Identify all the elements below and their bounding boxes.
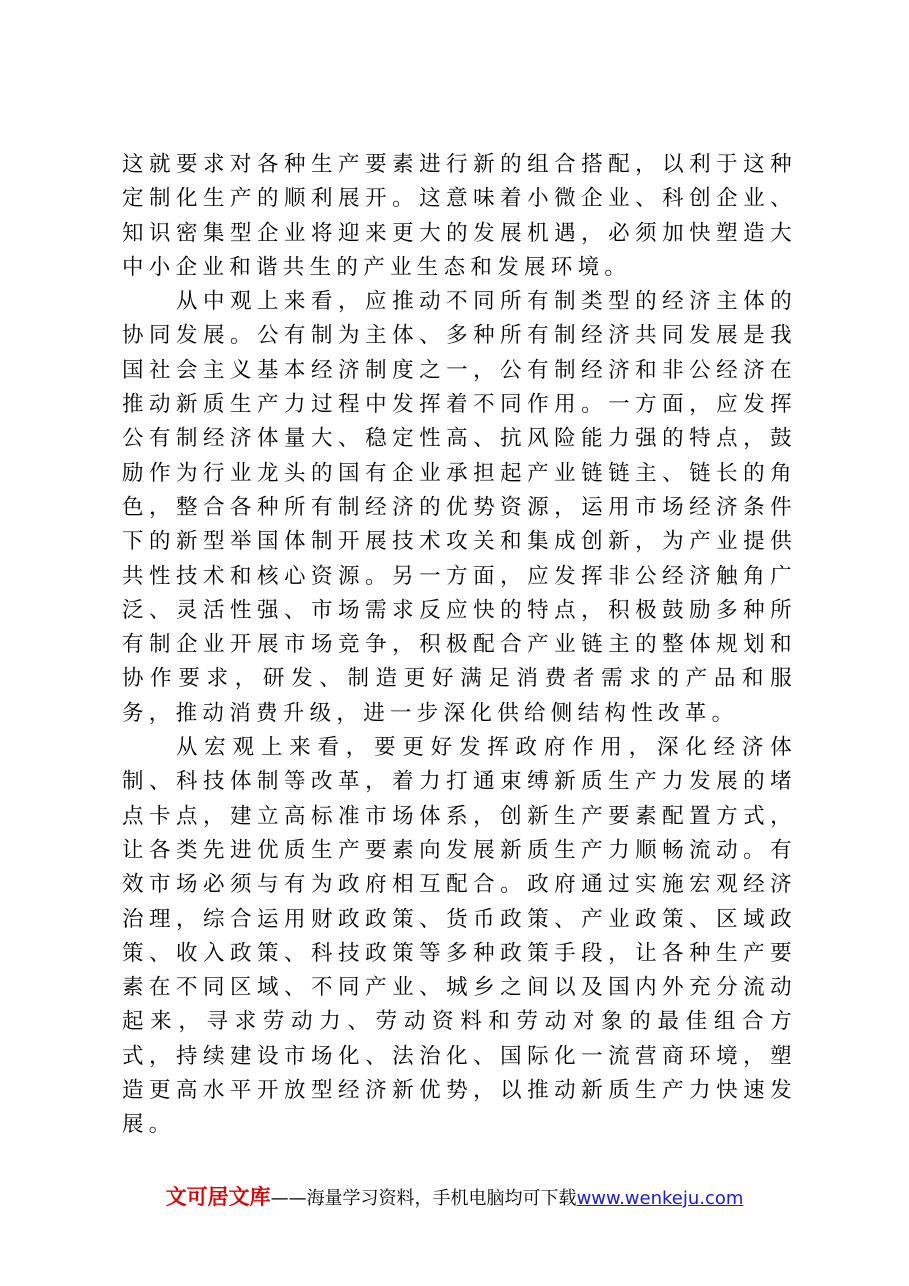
paragraph-meso-perspective: 从中观上来看，应推动不同所有制类型的经济主体的协同发展。公有制为主体、多种所有制经济共同发展是我国社会主义基本经济制度之一，公有制经济和非公经济在推动新质生产力过程中发挥着不同作用。一方面，应发挥公有制经济体量大、稳定性高、抗风险能力强的特点，鼓励作为行业龙头的国有企业承担起产业链链主、链长的角色，整合各种所有制经济的优势资源，运用市场经济条件下的新型举国体制开展技术攻关和集成创新，为产业提供共性技术和核心资源。另一方面，应发挥非公经济触角广泛、灵活性强、市场需求反应快的特点，积极鼓励多种所有制企业开展市场竞争，积极配合产业链主的整体规划和协作要求，研发、制造更好满足消费者需求的产品和服务，推动消费升级，进一步深化供给侧结构性改革。 — [122, 289, 797, 726]
page-footer — [0, 1183, 909, 1213]
footer-tagline: ——海量学习资料，手机电脑均可下载 — [270, 1188, 577, 1209]
footer-site-link[interactable]: www.wenkeju.com — [576, 1188, 744, 1209]
paragraph-macro-perspective: 从宏观上来看，要更好发挥政府作用，深化经济体制、科技体制等改革，着力打通束缚新质生产力发展的堵点卡点，建立高标准市场体系，创新生产要素配置方式，让各类先进优质生产要素向发展新质生产力顺畅流动。有效市场必须与有为政府相互配合。政府通过实施宏观经济治理，综合运用财政政策、货币政策、产业政策、区域政策、收入政策、科技政策等多种政策手段，让各种生产要素在不同区域、不同产业、城乡之间以及国内外充分流动起来，寻求劳动力、劳动资料和劳动对象的最佳组合方式，持续建设市场化、法治化、国际化一流营商环境，塑造更高水平开放型经济新优势，以推动新质生产力快速发展。 — [122, 735, 797, 1138]
paragraph-continuation: 这就要求对各种生产要素进行新的组合搭配，以利于这种定制化生产的顺利展开。这意味着小微企业、科创企业、知识密集型企业将迎来更大的发展机遇，必须加快塑造大中小企业和谐共生的产业生态和发展环境。 — [122, 152, 797, 280]
footer-brand: 文可居文库 — [165, 1185, 271, 1209]
document-body — [122, 148, 797, 1143]
